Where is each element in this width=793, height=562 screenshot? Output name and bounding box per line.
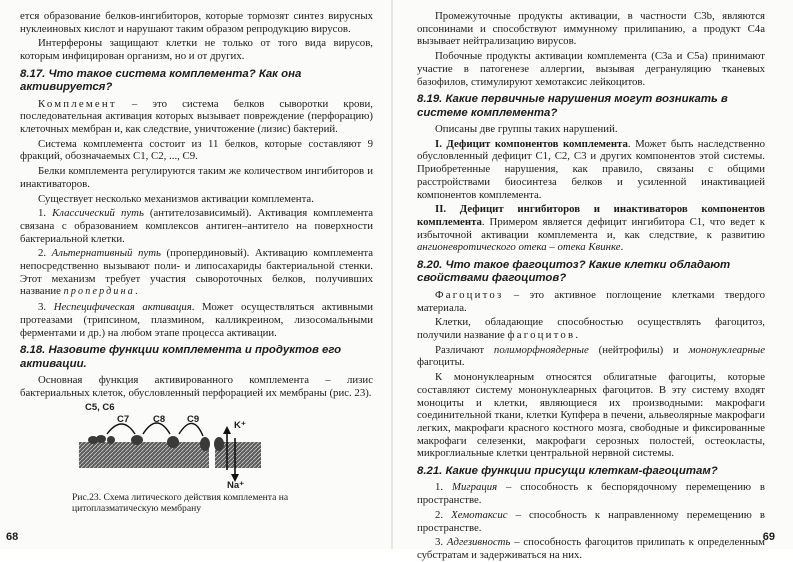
paragraph: Существует несколько механизмов активации комплемента. (38, 192, 314, 205)
text: . Может быть наследственно обусловленный дефицит C1, C2, C3 и других компонентов этой системы. Приобретенные нарушения, как правило, связаны с общими расстройствами биосинтеза белков и усиленной инактивацией компонентов комплемента. (417, 137, 765, 201)
left-text-column (20, 10, 373, 514)
term: пропердина (63, 286, 135, 298)
complement-protein-c6 (96, 435, 106, 443)
text: . Может осуществляться активными протеазами (трипсином, плазмином, калликреином, лизосомальными ферментами и др.) на любом этапе процесса активации. (20, 301, 374, 339)
term: полиморфноядерные (493, 343, 589, 356)
paragraph: Промежуточные продукты активации, в частности C3b, являются опсонинами и способствуют иммунному прилипанию, а продукт C4a вызывает нейтрализацию вирусов. (417, 10, 765, 48)
section-heading-8-21: 8.21. Какие функции присущи клеткам-фагоцитам? (417, 465, 718, 478)
right-page (392, 0, 793, 561)
text: Клетки, обладающие способностью осуществлять фагоцитоз, получили название (417, 316, 765, 341)
item-number: 2. (435, 508, 452, 521)
right-text-column (417, 10, 765, 562)
paragraph (417, 344, 765, 369)
label-c7: C7 (117, 413, 130, 425)
term: мононуклеарные (688, 343, 765, 356)
term: Хемотаксис (451, 508, 508, 521)
list-item-migration (417, 481, 765, 506)
text: фагоциты. (417, 356, 465, 369)
text: – это активное поглощение клетками твердого материала. (417, 288, 765, 314)
complement-protein (107, 436, 115, 444)
complement-protein-c9 (200, 437, 210, 451)
text: – способность к направленному перемещению в пространстве. (417, 508, 765, 534)
paragraph: К мононуклеарным относятся облигатные фагоциты, которые составляют систему мононуклеарных фагоцитов. В эту систему входят моноциты и клетки, являющиеся их производными: макрофаги соединительной ткани, клетки Купфера в печени, альвеолярные макрофаги легких, макрофаги красного костного мозга, свободные и фиксированные макрофаги селезенки, макрофаги серозных полостей, остеокласты, микроглиальные клетки центральной нервной системы. (417, 371, 765, 460)
text: (нейтрофилы) и (588, 343, 689, 356)
arrow-c7 (107, 424, 135, 434)
item-number: 1. (435, 481, 452, 494)
item-number: 3. (435, 536, 447, 549)
paragraph: Основная функция активированного комплемента – лизис бактериальных клеток, обусловленный перфорацией их мембраны (рис. 23). (20, 374, 373, 399)
list-item-classical-pathway (20, 207, 373, 245)
potassium-arrow-head (223, 426, 231, 434)
membrane-left (79, 442, 209, 468)
subheading: I. Дефицит компонентов комплемента (435, 137, 628, 150)
item-number: 2. (38, 247, 52, 260)
list-item-alternative-pathway (20, 247, 373, 299)
paragraph (417, 316, 765, 341)
label-potassium: K⁺ (234, 419, 246, 431)
page-number: 68 (6, 531, 19, 543)
term: Неспецифическая активация (53, 301, 192, 314)
complement-protein-c8 (167, 436, 179, 448)
term: Комплемент (38, 97, 117, 110)
list-item-chemotaxis (417, 509, 765, 534)
complement-protein-c9 (214, 437, 224, 451)
paragraph: Интерфероны защищают клетки не только от того вида вирусов, которым инфицирован организм, но и от других. (20, 37, 373, 63)
section-heading-8-18: 8.18. Назовите функции комплемента и продуктов его активации. (20, 344, 342, 370)
text: – это система белков сыворотки крови, последовательная активация которых вызывает повреждение (перфорацию) клеточных мембран и, как следствие, уничтожение (лизис) бактерий. (20, 97, 373, 136)
paragraph-inhibitor-deficit (417, 203, 765, 254)
term: фагоцитов (507, 328, 576, 341)
left-page (0, 0, 392, 549)
paragraph: Белки комплемента регулируются таким же количеством ингибиторов и инактиваторов. (20, 165, 373, 190)
section-heading-8-17: 8.17. Что такое система комплемента? Как она активируется? (20, 67, 302, 94)
arrow-c9 (179, 423, 203, 436)
label-c9: C9 (187, 413, 200, 425)
term: Классический путь (52, 207, 144, 220)
term: Альтернативный путь (51, 247, 161, 260)
membrane-pore (209, 442, 215, 468)
text: . (134, 285, 138, 298)
text: – способность к беспорядочному перемещению в пространстве. (417, 481, 766, 507)
label-c5-c6: C5, C6 (85, 401, 115, 413)
term: Фагоцитоз (435, 288, 504, 301)
term: Адгезивность (446, 536, 511, 549)
paragraph-complement-definition (20, 98, 373, 136)
list-item-nonspecific-activation (20, 301, 373, 339)
label-c8: C8 (153, 413, 166, 425)
term: Миграция (451, 481, 498, 494)
figure-caption: Рис.23. Схема литического действия комплемента на цитоплазматическую мембрану (72, 491, 289, 514)
text: . (620, 241, 624, 254)
text: Различают (435, 343, 494, 356)
section-heading-8-20: 8.20. Что такое фагоцитоз? Какие клетки обладают свойствами фагоцитов? (417, 259, 731, 285)
paragraph: Побочные продукты активации комплемента (C3a и C5a) принимают участие в патогенезе аллергии, вызывая дегрануляцию тканевых базофилов, стимулируют хемотаксис лейкоцитов. (417, 50, 765, 88)
paragraph: ется образование белков-ингибиторов, которые тормозят синтез вирусных нуклеиновых кислот и нарушают таким образом репродукцию вирусов. (20, 10, 373, 35)
text: (антителозависимый). Активация комплемента связана с образованием комплексов антиген–антитело на поверхности бактериальной клетки. (20, 207, 373, 245)
text: . Примером является дефицит ингибитора C1, что ведет к избыточной активации комплемента и, как следствие, к развитию (417, 215, 765, 241)
term: ангионевротического отека – отека Квинке (417, 241, 621, 254)
item-number: 1. (38, 207, 53, 220)
item-number: 3. (38, 301, 54, 314)
figure-23-membrane-lysis (77, 401, 282, 492)
paragraph-phagocytosis-definition (417, 289, 765, 314)
page-number: 69 (762, 531, 775, 543)
paragraph: Описаны две группы таких нарушений. (435, 123, 618, 136)
paragraph: Система комплемента состоит из 11 белков, которые составляют 9 фракций, обозначаемых C1, C2, ..., C9. (20, 137, 373, 163)
membrane-diagram (77, 401, 282, 492)
paragraph-component-deficit (417, 138, 765, 202)
section-heading-8-19: 8.19. Какие первичные нарушения могут возникать в системе комплемента? (417, 93, 728, 119)
text: – способность фагоцитов прилипать к определенным субстратам и задерживаться на них. (417, 536, 765, 561)
label-sodium: Na⁺ (227, 479, 245, 491)
text: (пропердиновый). Активацию комплемента непосредственно вызывают поли- и липосахариды бактериальной стенки. Этот механизм требует участия сывороточных белков, получивших название (20, 247, 373, 298)
complement-protein-c7 (131, 435, 143, 445)
subheading: II. Дефицит ингибиторов и инактиваторов компонентов комплемента (417, 203, 765, 228)
text: . (575, 328, 579, 341)
